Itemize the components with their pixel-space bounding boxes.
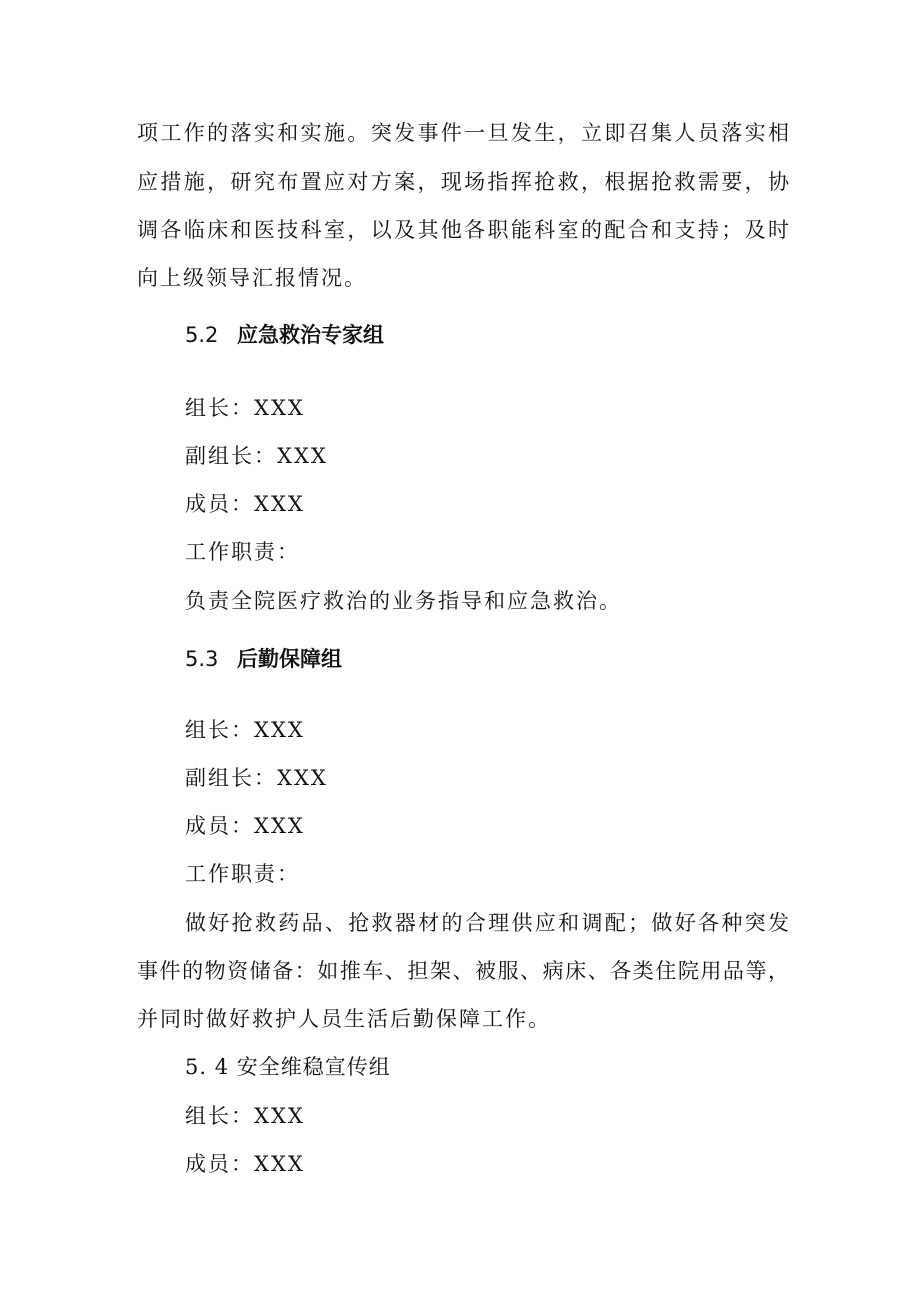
section-5-3-members: 成员：XXX <box>185 814 305 838</box>
section-5-3-heading <box>185 646 342 672</box>
section-5-2-number: 5.2 <box>185 323 219 347</box>
section-5-3-number: 5.3 <box>185 647 219 671</box>
section-5-3-title: 后勤保障组 <box>237 647 342 671</box>
intro-line-1: 项工作的落实和实施。突发事件一旦发生，立即召集人员落实相 <box>137 121 789 145</box>
section-5-2-title: 应急救治专家组 <box>237 323 384 347</box>
section-5-4-members: 成员：XXX <box>185 1152 305 1176</box>
section-5-3-duty-line-2: 事件的物资储备：如推车、担架、被服、病床、各类住院用品等， <box>137 959 789 983</box>
section-5-2-heading <box>185 322 384 348</box>
section-5-2-members: 成员：XXX <box>185 492 305 516</box>
section-5-2-duty-text: 负责全院医疗救治的业务指导和应急救治。 <box>185 589 622 613</box>
intro-line-4: 向上级领导汇报情况。 <box>137 266 367 290</box>
section-5-4-heading: 5. 4 安全维稳宣传组 <box>185 1055 391 1079</box>
section-5-4-leader: 组长：XXX <box>185 1104 305 1128</box>
intro-line-3: 调各临床和医技科室，以及其他各职能科室的配合和支持；及时 <box>137 218 789 242</box>
section-5-2-deputy: 副组长：XXX <box>185 444 328 468</box>
section-5-3-duty-label: 工作职责： <box>185 862 300 886</box>
section-5-3-duty-line-3: 并同时做好救护人员生活后勤保障工作。 <box>137 1007 551 1031</box>
section-5-3-leader: 组长：XXX <box>185 718 305 742</box>
intro-line-2: 应措施，研究布置应对方案，现场指挥抢救，根据抢救需要，协 <box>137 170 789 194</box>
section-5-3-duty-line-1: 做好抢救药品、抢救器材的合理供应和调配；做好各种突发 <box>185 911 789 935</box>
section-5-2-duty-label: 工作职责： <box>185 540 300 564</box>
section-5-3-deputy: 副组长：XXX <box>185 766 328 790</box>
section-5-2-leader: 组长：XXX <box>185 396 305 420</box>
